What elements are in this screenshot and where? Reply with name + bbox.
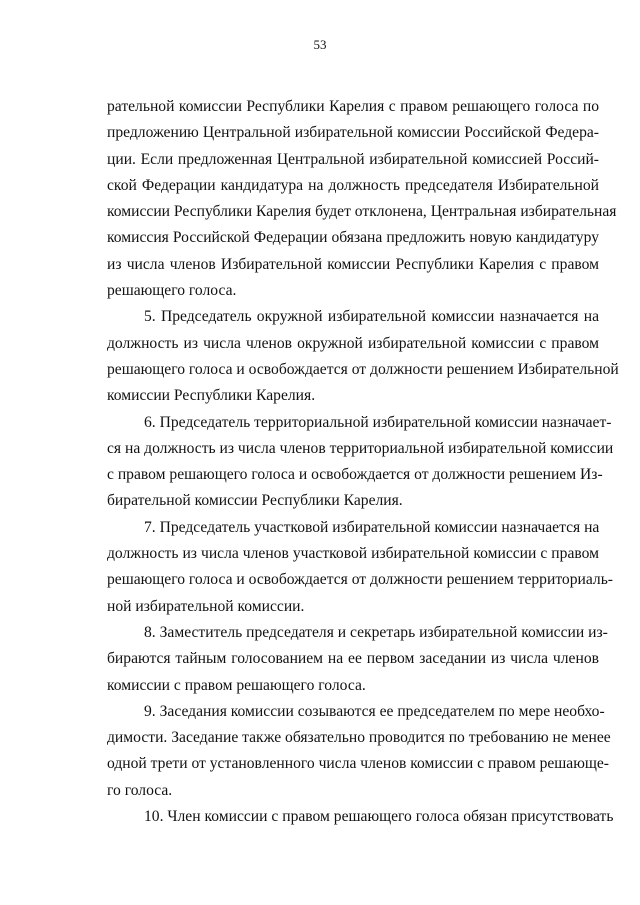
text-line: 6. Председатель территориальной избирательной комиссии назначает- (144, 413, 612, 431)
text-line: должность из числа членов окружной избирательной комиссии с правом (107, 334, 599, 352)
text-line: бираются тайным голосованием на ее первом заседании из числа членов (107, 650, 599, 668)
text-line: должность из числа членов участковой избирательной комиссии с правом (107, 545, 599, 563)
paragraph (107, 304, 619, 409)
paragraph (107, 94, 617, 304)
text-line: с правом решающего голоса и освобождается от должности решением Из- (107, 466, 603, 484)
paragraph (107, 515, 614, 620)
text-line: ся на должность из числа членов территориальной избирательной комиссии (107, 439, 614, 457)
text-line: 10. Член комиссии с правом решающего голоса обязан присутствовать (144, 808, 614, 826)
text-line: комиссии Республики Карелия. (107, 387, 316, 405)
text-line: решающего голоса. (107, 282, 237, 300)
body-text (107, 94, 619, 830)
paragraph (107, 699, 611, 804)
text-line: 9. Заседания комиссии созываются ее председателем по мере необхо- (144, 702, 605, 720)
text-line: ской Федерации кандидатура на должность председателя Избирательной (107, 176, 599, 194)
page-number: 53 (313, 37, 327, 52)
text-line: 7. Председатель участковой избирательной комиссии назначается на (144, 518, 600, 536)
text-line: бирательной комиссии Республики Карелия. (107, 492, 403, 510)
text-line: рательной комиссии Республики Карелия с правом решающего голоса по (107, 98, 599, 115)
paragraph (107, 620, 608, 699)
text-line: ции. Если предложенная Центральной избирательной комиссией Россий- (107, 150, 599, 168)
text-line: комиссии с правом решающего голоса. (107, 676, 366, 694)
text-line: из числа членов Избирательной комиссии Республики Карелия с правом (107, 255, 599, 273)
text-line: одной трети от установленного числа членов комиссии с правом решающе- (107, 755, 609, 773)
text-line: 5. Председатель окружной избирательной комиссии назначается на (144, 308, 599, 326)
text-line: предложению Центральной избирательной комиссии Российской Федера- (107, 124, 599, 142)
text-line: димости. Заседание также обязательно проводится по требованию не менее (107, 729, 611, 747)
text-line: 8. Заместитель председателя и секретарь избирательной комиссии из- (144, 623, 608, 641)
paragraph (107, 804, 614, 830)
text-line: го голоса. (107, 781, 173, 799)
text-line: комиссия Российской Федерации обязана предложить новую кандидатуру (107, 229, 599, 247)
text-line: ной избирательной комиссии. (107, 597, 305, 615)
paragraph (107, 410, 614, 515)
text-line: решающего голоса и освобождается от должности решением территориаль- (107, 571, 614, 589)
text-line: решающего голоса и освобождается от должности решением Избирательной (107, 360, 619, 378)
text-line: комиссии Республики Карелия будет отклонена, Центральная избирательная (107, 203, 617, 221)
